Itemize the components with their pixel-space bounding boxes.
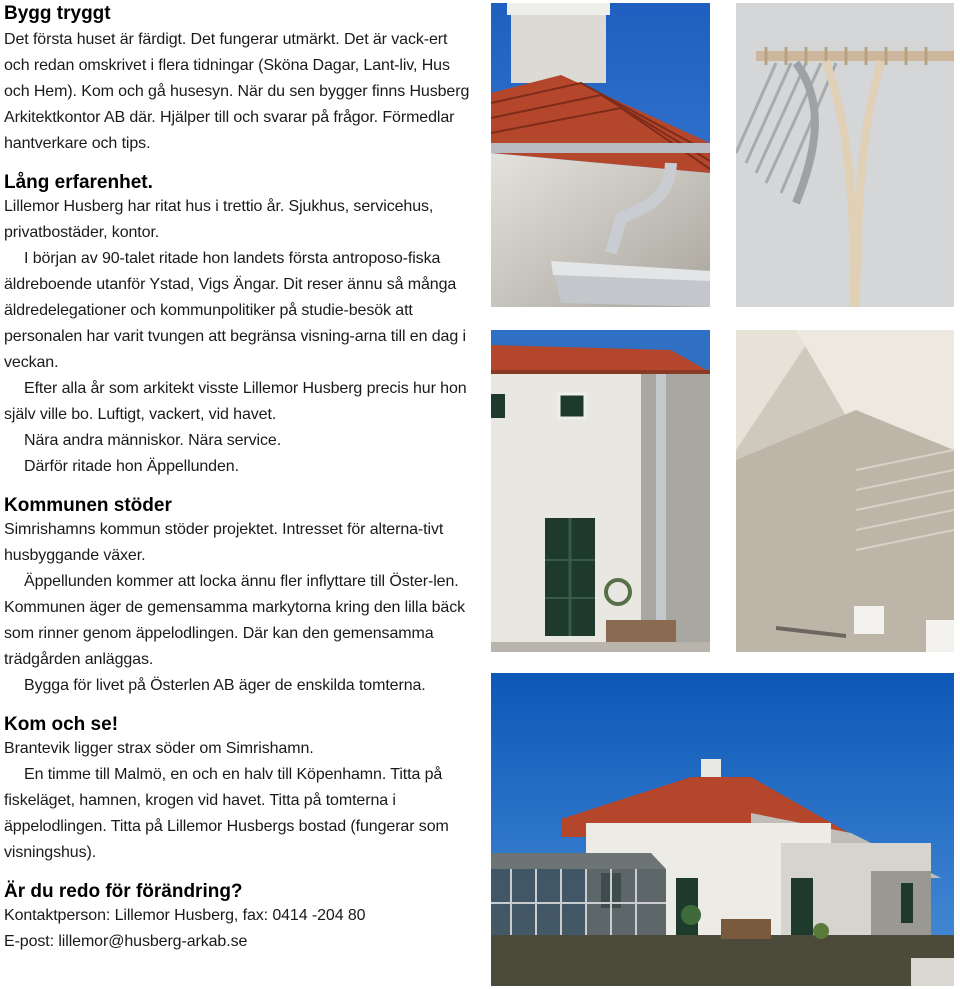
paragraph: Simrishamns kommun stöder projektet. Intresset för alterna-tivt husbyggande växer. xyxy=(4,521,444,564)
section-kom-och-se xyxy=(4,714,474,866)
paragraph: I början av 90-talet ritade hon landets första antroposo-fiska äldreboende utanför Ystad, Vigs Ängar. Dit reser ännu så många äldredelegationer och kommunpolitiker på studie-besök att personalen har varit tvungen att begränsa visning-arna till en dag i veckan. xyxy=(4,250,466,371)
paragraph: Brantevik ligger strax söder om Simrishamn. xyxy=(4,740,314,757)
section-kommunen-stoder xyxy=(4,495,474,699)
heading-bygg-tryggt: Bygg tryggt xyxy=(4,3,111,24)
paragraph: Äppellunden kommer att locka ännu fler inflyttare till Öster-len. Kommunen äger de gemensamma markytorna kring den lilla bäck som rinner genom äppelodlingen. Där kan den gemensamma trädgården anläggas. xyxy=(4,573,465,668)
section-contact xyxy=(4,881,474,955)
house-facade-photo xyxy=(491,330,710,652)
heading-redo-for-forandring: Är du redo för förändring? xyxy=(4,881,243,902)
paragraph: Det första huset är färdigt. Det fungerar utmärkt. Det är vack-ert och redan omskrivet i flera tidningar (Sköna Dagar, Lant-liv, Hus och Hem). Kom och gå husesyn. När du sen bygger finns Husberg Arkitektkontor AB där. Hjälper till och svarar på frågor. Förmedlar hantverkare och tips. xyxy=(4,31,470,152)
house-exterior-photo xyxy=(491,673,954,986)
paragraph: Lillemor Husberg har ritat hus i trettio år. Sjukhus, servicehus, privatbostäder, kontor. xyxy=(4,198,434,241)
text-column xyxy=(4,0,474,970)
heading-lang-erfarenhet: Lång erfarenhet. xyxy=(4,172,153,193)
contact-person: Kontaktperson: Lillemor Husberg, fax: 0414 -204 80 xyxy=(4,907,366,924)
trellis-shadow-photo xyxy=(736,3,954,307)
heading-kom-och-se: Kom och se! xyxy=(4,714,119,735)
paragraph: Nära andra människor. Nära service. xyxy=(24,432,282,449)
section-bygg-tryggt xyxy=(4,3,474,157)
eave-detail-photo xyxy=(736,330,954,652)
paragraph: Efter alla år som arkitekt visste Lillemor Husberg precis hur hon själv ville bo. Luftigt, vackert, vid havet. xyxy=(4,380,467,423)
heading-kommunen-stoder: Kommunen stöder xyxy=(4,495,172,516)
contact-email: E-post: lillemor@husberg-arkab.se xyxy=(4,933,248,950)
paragraph: Därför ritade hon Äppellunden. xyxy=(24,458,239,475)
paragraph: En timme till Malmö, en och en halv till Köpenhamn. Titta på fiskeläget, hamnen, krogen vid havet. Titta på tomterna i äppelodlingen. Titta på Lillemor Husbergs bostad (fungerar som visningshus). xyxy=(4,766,449,861)
roof-gutter-photo xyxy=(491,3,710,307)
paragraph: Bygga för livet på Österlen AB äger de enskilda tomterna. xyxy=(24,677,426,694)
section-lang-erfarenhet xyxy=(4,172,474,480)
